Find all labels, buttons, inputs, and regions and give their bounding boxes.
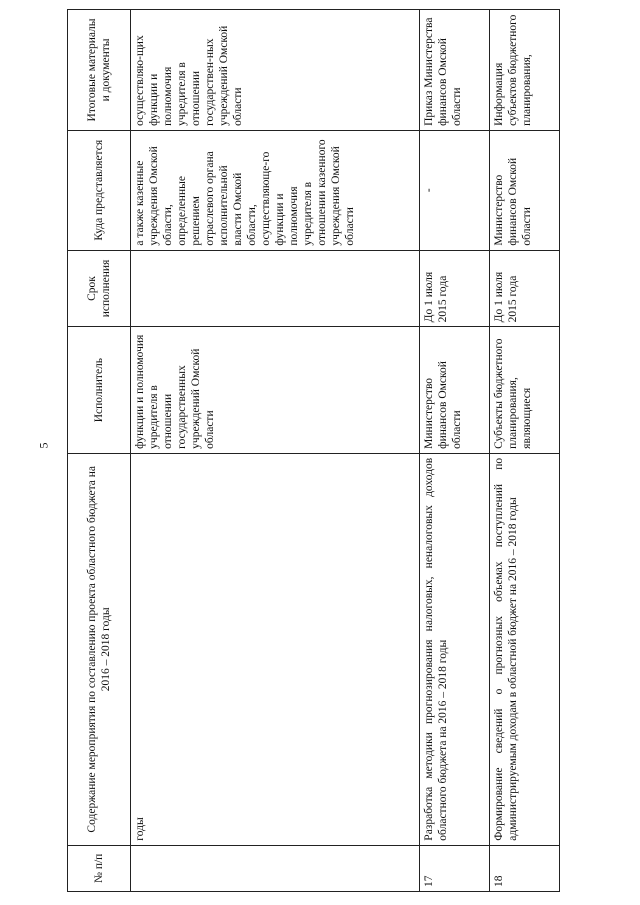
header-content: Содержание мероприятия по составлению проекта областного бюджета на 2016 – 2018 годы <box>68 453 131 845</box>
cell-num: 17 <box>420 845 490 891</box>
table-header-row <box>68 10 131 892</box>
cell-executor: Министерство финансов Омской области <box>420 327 490 453</box>
cell-term: До 1 июля 2015 года <box>420 250 490 327</box>
header-term: Срок исполнения <box>68 250 131 327</box>
cell-num: 18 <box>490 845 560 891</box>
cell-where: Министерство финансов Омской области <box>490 130 560 250</box>
cell-result: Приказ Министерства финансов Омской области <box>420 10 490 131</box>
header-num: № п/п <box>68 845 131 891</box>
cell-term: До 1 июля 2015 года <box>490 250 560 327</box>
page-number: 5 <box>36 442 51 449</box>
cell-content: годы <box>131 453 420 845</box>
cell-result: осуществляю-щих функции и полномочия учредителя в отношении государствен-ных учреждений Омской области <box>131 10 420 131</box>
header-result: Итоговые материалы и документы <box>68 10 131 131</box>
cell-executor: Субъекты бюджетного планирования, являющиеся <box>490 327 560 453</box>
cell-content: Формирование сведений о прогнозных объемах поступлений по администрируемым доходам в областной бюджет на 2016 – 2018 годы <box>490 453 560 845</box>
table-row <box>420 10 490 892</box>
header-where: Куда представляется <box>68 130 131 250</box>
header-executor: Исполнитель <box>68 327 131 453</box>
plan-table <box>67 9 560 892</box>
cell-result: Информация субъектов бюджетного планирования, <box>490 10 560 131</box>
cell-where: - <box>420 130 490 250</box>
cell-term <box>131 250 420 327</box>
table-row <box>131 10 420 892</box>
cell-executor: функции и полномочия учредителя в отношении государственных учреждений Омской области <box>131 327 420 453</box>
cell-num <box>131 845 420 891</box>
table-row <box>490 10 560 892</box>
cell-content: Разработка методики прогнозирования налоговых, неналоговых доходов областного бюджета на 2016 – 2018 годы <box>420 453 490 845</box>
cell-where: а также казенные учреждения Омской области, определенные решением отраслевого органа исполнительной власти Омской области, осуществляюще-го функции и полномочия учредителя в отношении казенного учреждения Омской области <box>131 130 420 250</box>
